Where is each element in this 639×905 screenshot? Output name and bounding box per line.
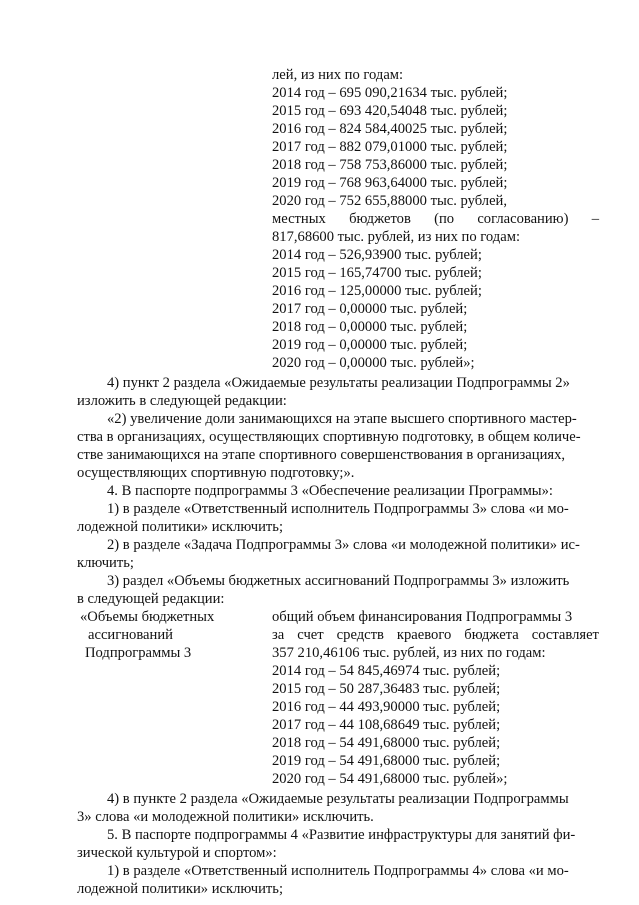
year-line: 2017 год – 0,00000 тыс. рублей; [272,301,468,317]
table-label-line: ассигнований [88,627,173,643]
year-line: 2020 год – 0,00000 тыс. рублей»; [272,355,475,371]
year-line: 2016 год – 125,00000 тыс. рублей; [272,283,482,299]
paragraph-line: 1) в разделе «Ответственный исполнитель Подпрограммы 3» слова «и мо- [107,501,569,517]
paragraph-line: в следующей редакции: [77,591,225,607]
year-line: 2014 год – 54 845,46974 тыс. рублей; [272,663,501,679]
year-line: 2015 год – 693 420,54048 тыс. рублей; [272,103,508,119]
paragraph-line: ства в организациях, осуществляющих спортивную подготовку, в общем количе- [77,429,581,445]
paragraph-line: 4) пункт 2 раздела «Ожидаемые результаты реализации Подпрограммы 2» [107,375,570,391]
paragraph-line: лодежной политики» исключить; [77,881,283,897]
year-line: 2014 год – 526,93900 тыс. рублей; [272,247,482,263]
word: местных [272,211,326,227]
year-line: 2020 год – 752 655,88000 тыс. рублей, [272,193,508,209]
paragraph-line: 4. В паспорте подпрограммы 3 «Обеспечение реализации Программы»: [107,483,553,499]
paragraph-line: стве занимающихся на этапе спортивного совершенствования в организациях, [77,447,566,463]
year-line: 2018 год – 758 753,86000 тыс. рублей; [272,157,508,173]
table-value-line-justified [272,626,599,644]
year-line: 2019 год – 0,00000 тыс. рублей; [272,337,468,353]
paragraph-line: ключить; [77,555,134,571]
word: составляет [531,627,599,643]
year-line: 2018 год – 54 491,68000 тыс. рублей; [272,735,501,751]
table-label-line: «Объемы бюджетных [80,609,215,625]
word: средств [336,627,384,643]
year-line: 2018 год – 0,00000 тыс. рублей; [272,319,468,335]
word: бюджетов [349,211,411,227]
word: счет [297,627,324,643]
local-budget-line [272,210,599,228]
paragraph-line: 3) раздел «Объемы бюджетных ассигнований Подпрограммы 3» изложить [107,573,570,589]
word: (по [434,211,455,227]
paragraph-line: зической культурой и спортом»: [77,845,277,861]
year-line: 2019 год – 768 963,64000 тыс. рублей; [272,175,508,191]
year-line: 2014 год – 695 090,21634 тыс. рублей; [272,85,508,101]
paragraph-line: лодежной политики» исключить; [77,519,283,535]
year-line: 2016 год – 44 493,90000 тыс. рублей; [272,699,501,715]
paragraph-line: 2) в разделе «Задача Подпрограммы 3» слова «и молодежной политики» ис- [107,537,580,553]
word: согласованию) [477,211,569,227]
year-line: 2016 год – 824 584,40025 тыс. рублей; [272,121,508,137]
word: бюджета [464,627,519,643]
paragraph-line: «2) увеличение доли занимающихся на этапе высшего спортивного мастер- [107,411,577,427]
year-line: 2017 год – 44 108,68649 тыс. рублей; [272,717,501,733]
word: – [591,211,599,227]
year-line: 2015 год – 50 287,36483 тыс. рублей; [272,681,501,697]
word: краевого [396,627,452,643]
year-line: 2017 год – 882 079,01000 тыс. рублей; [272,139,508,155]
text-line: лей, из них по годам: [272,67,404,83]
paragraph-line: 3» слова «и молодежной политики» исключить. [77,809,374,825]
text-line: 817,68600 тыс. рублей, из них по годам: [272,229,521,245]
table-value-line: 357 210,46106 тыс. рублей, из них по годам: [272,645,546,661]
year-line: 2019 год – 54 491,68000 тыс. рублей; [272,753,501,769]
table-value-line: общий объем финансирования Подпрограммы 3 [272,609,573,625]
paragraph-line: 5. В паспорте подпрограммы 4 «Развитие инфраструктуры для занятий фи- [107,827,576,843]
paragraph-line: 1) в разделе «Ответственный исполнитель Подпрограммы 4» слова «и мо- [107,863,569,879]
paragraph-line: изложить в следующей редакции: [77,393,287,409]
year-line: 2020 год – 54 491,68000 тыс. рублей»; [272,771,508,787]
year-line: 2015 год – 165,74700 тыс. рублей; [272,265,482,281]
paragraph-line: осуществляющих спортивную подготовку;». [77,465,355,481]
table-label-line: Подпрограммы 3 [85,645,192,661]
paragraph-line: 4) в пункте 2 раздела «Ожидаемые результаты реализации Подпрограммы [107,791,569,807]
word: за [272,627,285,643]
